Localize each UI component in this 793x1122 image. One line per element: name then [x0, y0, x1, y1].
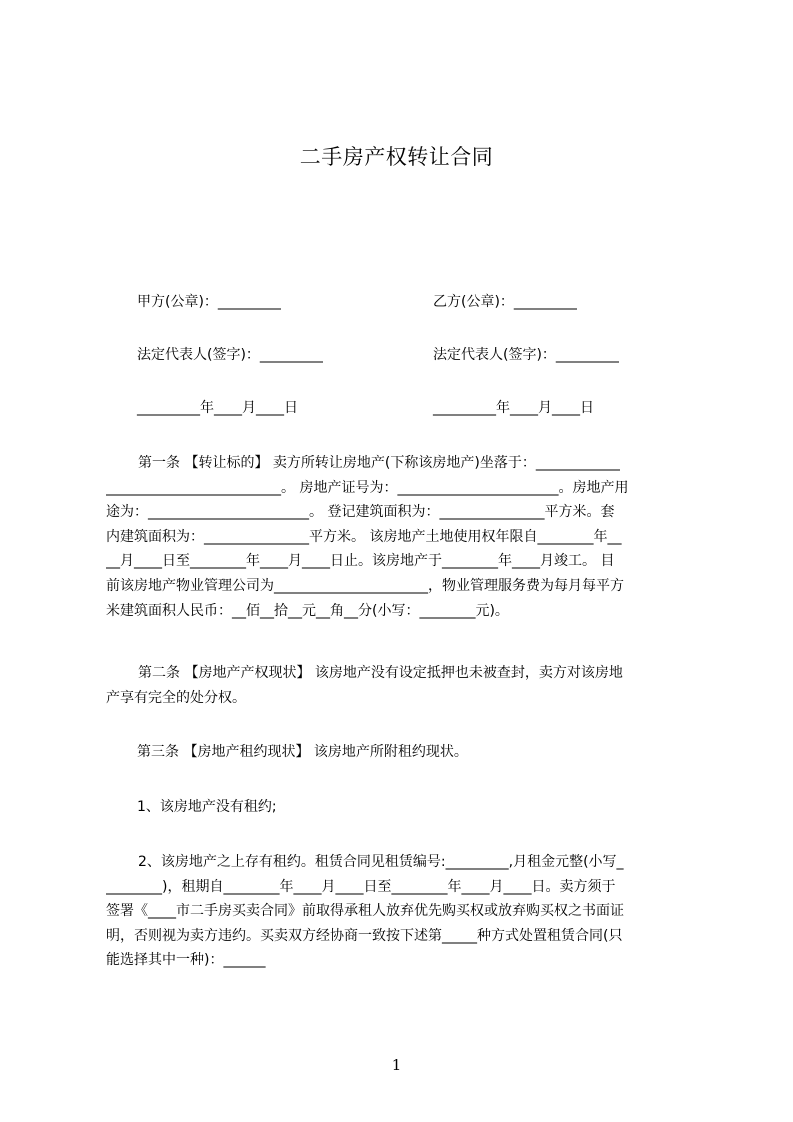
party-a-date: _________年____月____日	[137, 400, 298, 416]
article-2-line: 产享有完全的处分权。	[106, 689, 246, 706]
article-1-line: 第一条 【转让标的】 卖方所转让房地产(下称该房地产)坐落于：____________	[138, 455, 620, 471]
article-1-line: 米建筑面积人民币：__佰__拾__元__角__分(小写：________元)。	[106, 602, 509, 619]
article-3-item-2	[106, 850, 704, 973]
party-b-legal-rep: 法定代表人(签字)：_________	[433, 347, 619, 363]
article-1-line: 内建筑面积为：_______________平方米。 该房地产土地使用权年限自________年__	[106, 528, 622, 545]
article-2	[106, 661, 704, 710]
article-3-heading: 第三条 【房地产租约现状】 该房地产所附租约现状。	[137, 744, 468, 760]
article-1-line: 途为：_______________________。 登记建筑面积为：_______________平方米。套	[106, 504, 615, 521]
article-3-item-2-line: 明，否则视为卖方违约。买卖双方经协商一致按下述第_____种方式处置租赁合同(只	[106, 927, 623, 944]
article-1-line: _________________________。 房地产证号为：_______________________。房地产用	[106, 479, 629, 496]
article-1-line: 前该房地产物业管理公司为______________________，物业管理服务费为每月每平方	[106, 577, 624, 594]
article-2-line: 第二条 【房地产产权现状】 该房地产没有设定抵押也未被查封，卖方对该房地	[138, 665, 623, 681]
party-a-legal-rep: 法定代表人(签字)：_________	[137, 347, 323, 363]
article-3-item-2-line: 能选择其中一种)：______	[106, 952, 266, 969]
article-3-item-2-line: 签署《____市二手房买卖合同》前取得承租人放弃优先购买权或放弃购买权之书面证	[106, 903, 624, 920]
article-3-item-2-line: 2、该房地产之上存有租约。租赁合同见租赁编号:_________,月租金元整(小写_	[138, 854, 624, 870]
party-a-seal: 甲方(公章)：_________	[137, 294, 281, 310]
party-b-seal: 乙方(公章)：_________	[433, 294, 577, 310]
article-3-item-2-line: ________)，租期自________年____月____日至________年____月____日。卖方须于	[106, 878, 616, 895]
article-3-item-1: 1、该房地产没有租约;	[137, 799, 277, 815]
party-b-date: _________年____月____日	[433, 400, 594, 416]
article-1-line: __月____日至________年____月____日止。该房地产于________年____月竣工。 目	[106, 553, 615, 570]
article-1	[106, 451, 704, 623]
document-title: 二手房产权转让合同	[299, 145, 494, 169]
page-number: 1	[391, 1056, 402, 1074]
